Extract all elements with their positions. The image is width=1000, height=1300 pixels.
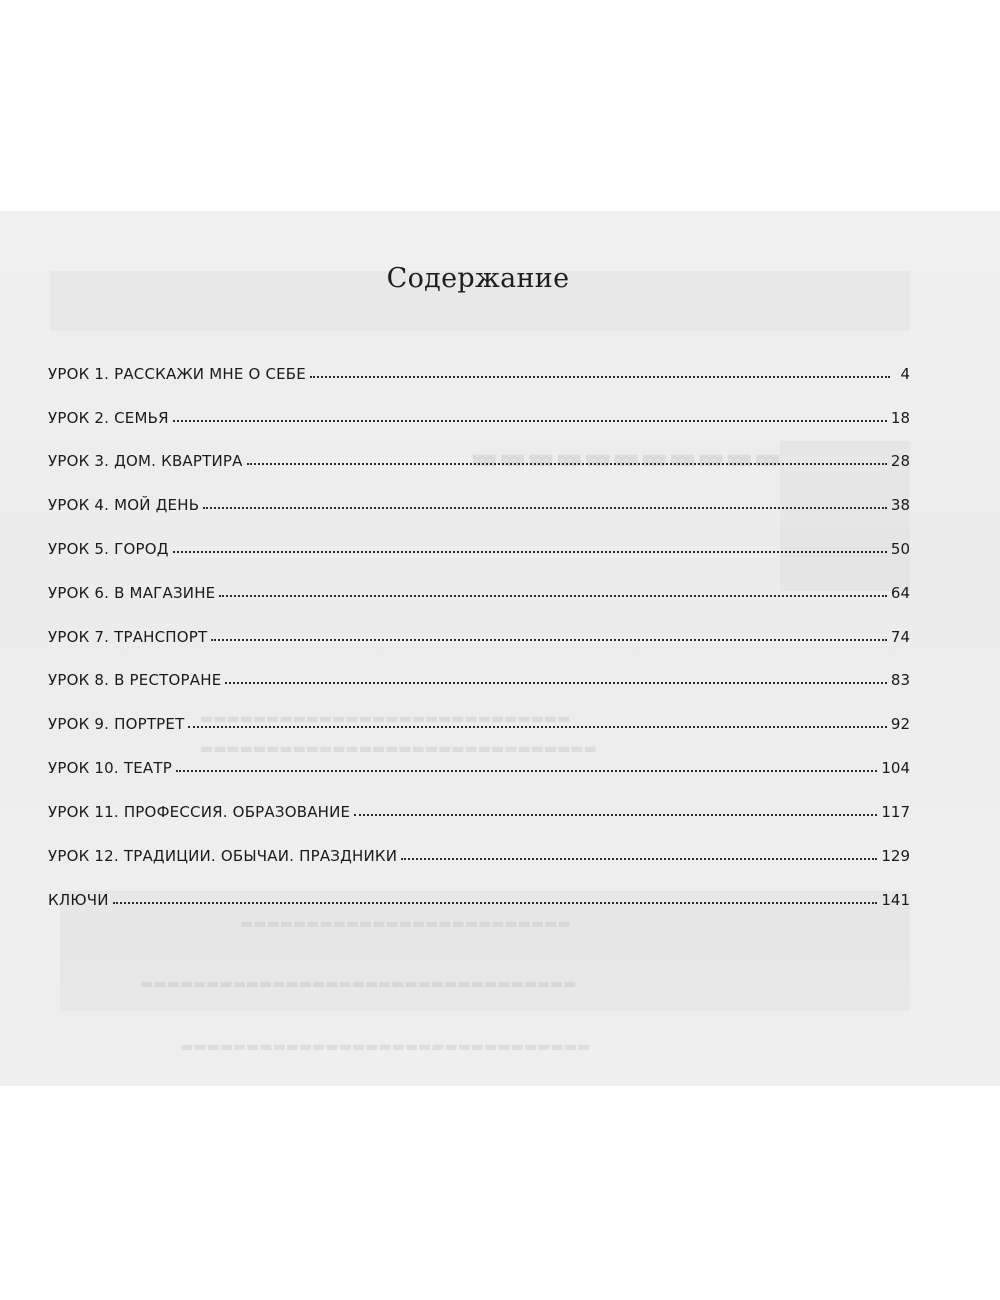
- toc-entry-label: УРОК 3. ДОМ. КВАРТИРА: [48, 452, 243, 470]
- bleed-through-text: ▬▬▬▬▬▬▬▬▬▬▬▬▬▬▬▬▬▬▬▬▬▬▬▬▬▬▬▬: [200, 711, 571, 727]
- toc-entry-page: 129: [881, 847, 910, 865]
- toc-dot-leader: [176, 769, 877, 772]
- toc-dot-leader: [310, 375, 890, 378]
- toc-entry-page: 50: [890, 540, 910, 558]
- toc-entry[interactable]: [48, 446, 910, 470]
- toc-entry-page: 18: [890, 409, 910, 427]
- toc-dot-leader: [401, 857, 877, 860]
- scanned-page: [0, 211, 1000, 1086]
- toc-entry-label: УРОК 1. РАССКАЖИ МНЕ О СЕБЕ: [48, 365, 306, 383]
- bleed-through-text: ▬▬▬▬▬▬▬▬▬▬▬▬▬▬▬▬▬▬▬▬▬▬▬▬▬▬▬▬▬▬▬: [180, 1039, 591, 1055]
- toc-entry-page: 4: [900, 365, 910, 383]
- toc-dot-leader: [203, 506, 887, 509]
- toc-entry-label: УРОК 5. ГОРОД: [48, 540, 169, 558]
- toc-entry-label: УРОК 2. СЕМЬЯ: [48, 409, 169, 427]
- toc-dot-leader: [225, 681, 887, 684]
- toc-entry[interactable]: [48, 622, 910, 646]
- toc-entry[interactable]: [48, 665, 910, 689]
- toc-entry-page: 92: [890, 715, 910, 733]
- toc-dot-leader: [219, 594, 887, 597]
- page-title: Содержание: [386, 263, 570, 294]
- bleed-through-text: ▬▬▬▬▬▬▬▬▬▬▬▬▬▬▬▬▬▬▬▬▬▬▬▬▬▬▬▬▬▬: [200, 741, 597, 757]
- toc-entry-page: 104: [881, 759, 910, 777]
- toc-entry-label: УРОК 11. ПРОФЕССИЯ. ОБРАЗОВАНИЕ: [48, 803, 351, 821]
- toc-entry-label: УРОК 7. ТРАНСПОРТ: [48, 628, 208, 646]
- toc-entry-label: КЛЮЧИ: [48, 891, 109, 909]
- toc-entry[interactable]: [48, 490, 910, 514]
- toc-entry[interactable]: [48, 797, 910, 821]
- toc-entry[interactable]: [48, 359, 910, 383]
- bleed-through-text: ▬▬▬▬▬▬▬▬▬▬▬▬▬▬▬▬▬▬▬▬▬▬▬▬▬▬▬▬▬▬▬▬▬: [140, 976, 577, 992]
- toc-entry[interactable]: [48, 709, 910, 733]
- toc-entry[interactable]: [48, 753, 910, 777]
- toc-entry[interactable]: [48, 534, 910, 558]
- toc-dot-leader: [173, 419, 887, 422]
- toc-dot-leader: [247, 462, 887, 465]
- toc-dot-leader: [113, 901, 878, 904]
- toc-dot-leader: [354, 813, 877, 816]
- toc-entry[interactable]: [48, 885, 910, 909]
- toc-entry-page: 117: [881, 803, 910, 821]
- bleed-through-text: ▬▬▬▬▬▬▬▬▬▬▬▬▬▬▬▬▬▬▬▬▬▬▬▬▬: [240, 916, 571, 932]
- toc-entry-page: 64: [890, 584, 910, 602]
- toc-entry-page: 38: [890, 496, 910, 514]
- toc-entry-page: 74: [890, 628, 910, 646]
- toc-dot-leader: [211, 638, 887, 641]
- toc-entry-page: 141: [881, 891, 910, 909]
- toc-entry-label: УРОК 8. В РЕСТОРАНЕ: [48, 671, 222, 689]
- toc-entry[interactable]: [48, 403, 910, 427]
- bleed-through-shading: [60, 891, 910, 1011]
- toc-dot-leader: [188, 725, 886, 728]
- toc-entry[interactable]: [48, 841, 910, 865]
- toc-entry-page: 83: [890, 671, 910, 689]
- toc-entry-label: УРОК 10. ТЕАТР: [48, 759, 172, 777]
- toc-entry-label: УРОК 4. МОЙ ДЕНЬ: [48, 496, 200, 514]
- toc-entry-label: УРОК 6. В МАГАЗИНЕ: [48, 584, 216, 602]
- toc-entry-label: УРОК 12. ТРАДИЦИИ. ОБЫЧАИ. ПРАЗДНИКИ: [48, 847, 398, 865]
- toc-entry-label: УРОК 9. ПОРТРЕТ: [48, 715, 185, 733]
- toc-entry[interactable]: [48, 578, 910, 602]
- toc-dot-leader: [173, 550, 887, 553]
- bleed-through-text: ▬▬▬▬▬▬▬▬▬▬▬: [470, 441, 782, 476]
- toc-entry-page: 28: [890, 452, 910, 470]
